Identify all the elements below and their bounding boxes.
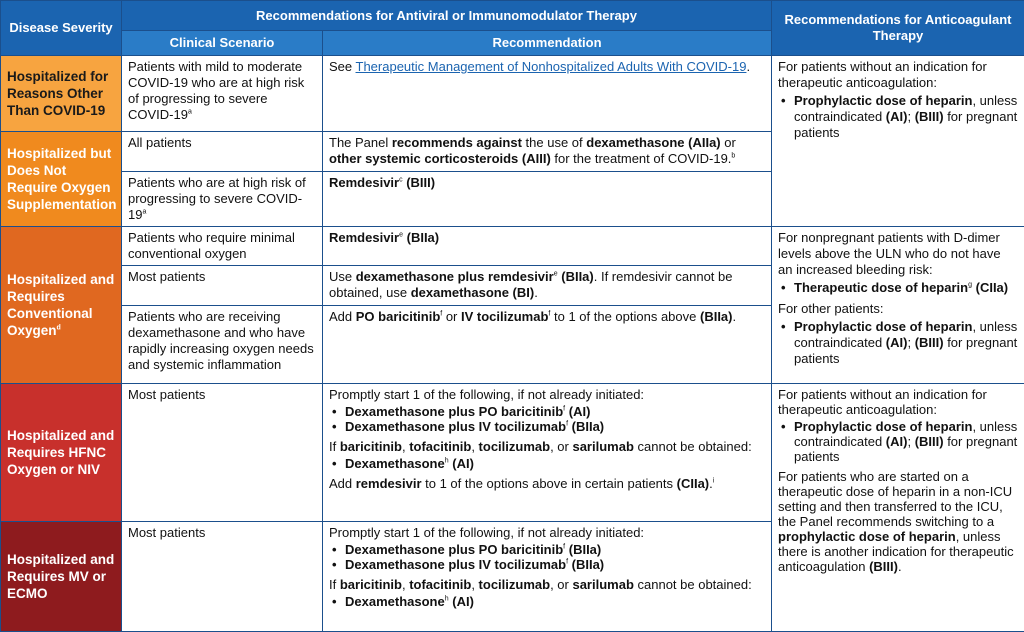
anticoag-intro: For nonpregnant patients with D-dimer levels above the ULN who do not have an increased bleeding risk: <box>778 230 1018 278</box>
anticoag-cell <box>772 227 1024 384</box>
footnote-mark: a <box>142 209 146 216</box>
severity-cell: Hospitalized and Requires MV or ECMO <box>1 522 122 632</box>
table-row <box>1 56 1024 132</box>
anticoag-list <box>778 319 1018 367</box>
recommendation-cell <box>323 56 772 132</box>
severity-cell: Hospitalized and Requires HFNC Oxygen or NIV <box>1 384 122 522</box>
header-recommendation: Recommendation <box>323 31 772 56</box>
footnote-mark: c <box>399 177 403 184</box>
rec-list <box>329 456 765 471</box>
anticoag-intro: For patients without an indication for therapeutic anticoagulation: <box>778 59 1018 91</box>
footnote-mark: e <box>399 232 403 239</box>
header-row <box>1 1 1024 31</box>
nonhospitalized-link[interactable]: Therapeutic Management of Nonhospitalized Adults With COVID-19 <box>356 59 747 74</box>
table-row <box>1 384 1024 522</box>
table-row <box>1 227 1024 266</box>
scenario-cell: Patients who require minimal conventional oxygen <box>122 227 323 266</box>
rec-list <box>329 542 765 572</box>
list-item: • Dexamethasone plus PO baricitinib$^f$ (BIIa) <box>345 542 765 557</box>
severity-cell: Hospitalized for Reasons Other Than COVID-19 <box>1 56 122 132</box>
rec-add-line: Add remdesivir to 1 of the options above in certain patients (CIIa).$^i$ <box>329 476 765 491</box>
list-item: • Dexamethasone plus IV tocilizumab$^f$ (BIIa) <box>345 557 765 572</box>
rec-if-line: If baricitinib, tofacitinib, tocilizumab, or sarilumab cannot be obtained: <box>329 577 765 592</box>
anticoag-intro: For patients without an indication for therapeutic anticoagulation: <box>778 387 1018 417</box>
recommendation-cell: The Panel recommends against the use of dexamethasone (AIIa) or other systemic corticosteroids (AIII) for the treatment of COVID-19.$^b$ <box>323 132 772 172</box>
recommendation-cell: Remdesivir$^c$ (BIII) <box>323 172 772 227</box>
list-item: • Prophylactic dose of heparin, unless contraindicated (AI); (BIII) for pregnant patients <box>794 93 1018 141</box>
list-item: • Dexamethasone plus PO baricitinib$^f$ (AI) <box>345 404 765 419</box>
list-item: • Prophylactic dose of heparin, unless contraindicated (AI); (BIII) for pregnant patients <box>794 319 1018 367</box>
footnote-mark: b <box>731 153 735 160</box>
header-clinical-scenario: Clinical Scenario <box>122 31 323 56</box>
severity-cell: Hospitalized and Requires Conventional Oxygen$^d$ <box>1 227 122 384</box>
list-item: • Dexamethasone plus IV tocilizumab$^f$ (BIIa) <box>345 419 765 434</box>
rec-intro: Promptly start 1 of the following, if not already initiated: <box>329 525 765 540</box>
anticoag-list <box>778 280 1018 296</box>
recommendation-cell <box>323 384 772 522</box>
anticoag-list <box>778 419 1018 464</box>
rec-if-line: If baricitinib, tofacitinib, tocilizumab, or sarilumab cannot be obtained: <box>329 439 765 454</box>
scenario-text: Patients with mild to moderate COVID-19 who are at high risk of progressing to severe COVID-19 <box>128 59 304 122</box>
scenario-cell <box>122 56 323 132</box>
list-item: • Therapeutic dose of heparin$^g$ (CIIa) <box>794 280 1018 296</box>
anticoag-list <box>778 93 1018 141</box>
recommendation-cell <box>323 522 772 632</box>
scenario-cell: All patients <box>122 132 323 172</box>
anticoag-cell <box>772 384 1024 632</box>
list-item: • Dexamethasone$^h$ (AI) <box>345 456 765 471</box>
scenario-cell: Most patients <box>122 384 323 522</box>
anticoag-cell <box>772 56 1024 227</box>
rec-list <box>329 594 765 609</box>
rec-text: . <box>746 59 750 74</box>
scenario-cell: Patients who are at high risk of progressing to severe COVID-19$^a$ <box>122 172 323 227</box>
recommendation-cell: Remdesivir$^e$ (BIIa) <box>323 227 772 266</box>
anticoag-intro: For other patients: <box>778 301 1018 317</box>
scenario-cell: Most patients <box>122 522 323 632</box>
recommendation-cell: Add PO baricitinib$^f$ or IV tocilizumab$^f$ to 1 of the options above (BIIa). <box>323 306 772 384</box>
rec-list <box>329 404 765 434</box>
anticoag-switch-note: For patients who are started on a therapeutic dose of heparin in a non-ICU setting and then transferred to the ICU, the Panel recommends switching to a prophylactic dose of heparin, unless there is another indication for therapeutic anticoagulation (BIII). <box>778 469 1018 574</box>
footnote-mark: a <box>188 109 192 116</box>
scenario-cell: Patients who are receiving dexamethasone and who have rapidly increasing oxygen needs and systemic inflammation <box>122 306 323 384</box>
rec-text: See <box>329 59 356 74</box>
header-anticoagulant: Recommendations for Anticoagulant Therapy <box>772 1 1024 56</box>
severity-cell: Hospitalized but Does Not Require Oxygen Supplementation <box>1 132 122 227</box>
header-antiviral: Recommendations for Antiviral or Immunomodulator Therapy <box>122 1 772 31</box>
recommendation-cell: Use dexamethasone plus remdesivir$^e$ (BIIa). If remdesivir cannot be obtained, use dexamethasone (BI). <box>323 266 772 306</box>
header-disease-severity: Disease Severity <box>1 1 122 56</box>
list-item: • Dexamethasone$^h$ (AI) <box>345 594 765 609</box>
rec-intro: Promptly start 1 of the following, if not already initiated: <box>329 387 765 402</box>
footnote-mark: d <box>57 325 61 332</box>
list-item: • Prophylactic dose of heparin, unless contraindicated (AI); (BIII) for pregnant patients <box>794 419 1018 464</box>
scenario-cell: Most patients <box>122 266 323 306</box>
